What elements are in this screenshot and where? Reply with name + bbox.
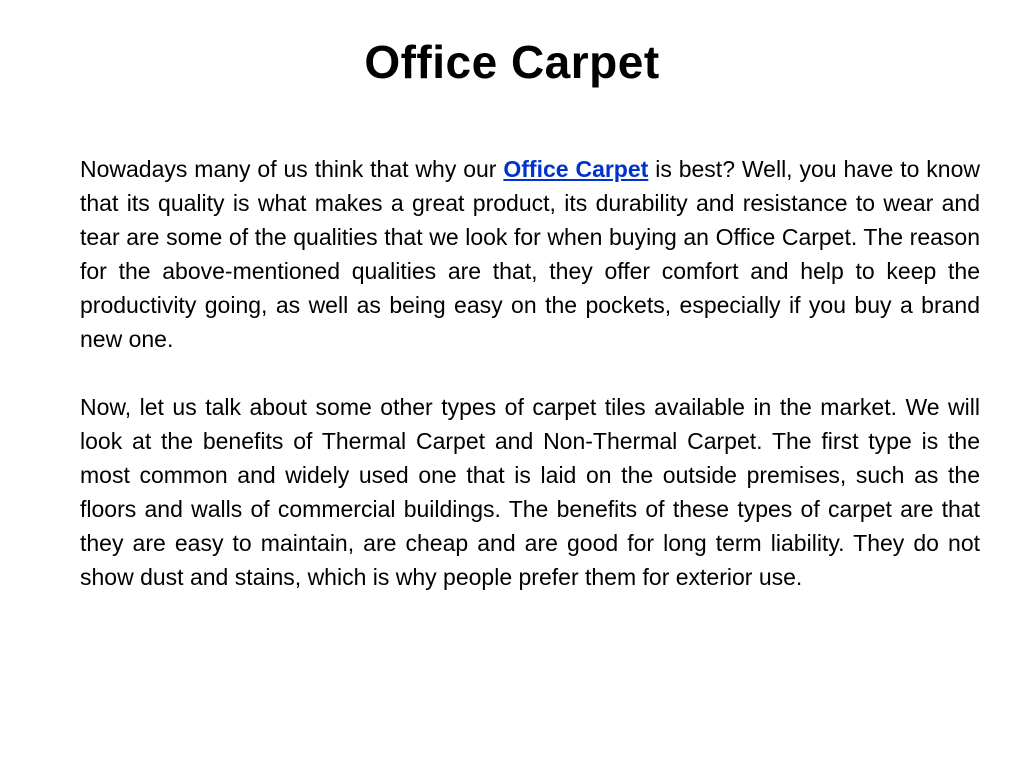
- paragraph-1: [80, 152, 980, 356]
- slide-body: [80, 152, 980, 628]
- paragraph-2: Now, let us talk about some other types of carpet tiles available in the market. We will look at the benefits of Thermal Carpet and Non-Thermal Carpet. The first type is the most common and widely used one that is laid on the outside premises, such as the floors and walls of commercial buildings. The benefits of these types of carpet are that they are easy to maintain, are cheap and are good for long term liability. They do not show dust and stains, which is why people prefer them for exterior use.: [80, 394, 980, 590]
- paragraph-1-text-after-link: is best? Well, you have to know that its quality is what makes a great product, its durability and resistance to wear and tear are some of the qualities that we look for when buying an Office Carpet. The reason for the above-mentioned qualities are that, they offer comfort and help to keep the productivity going, as well as being easy on the pockets, especially if you buy a brand new one.: [80, 156, 980, 352]
- paragraph-1-text-before-link: Nowadays many of us think that why our: [80, 156, 504, 182]
- office-carpet-link[interactable]: Office Carpet: [503, 156, 649, 182]
- slide-title: Office Carpet: [364, 36, 660, 88]
